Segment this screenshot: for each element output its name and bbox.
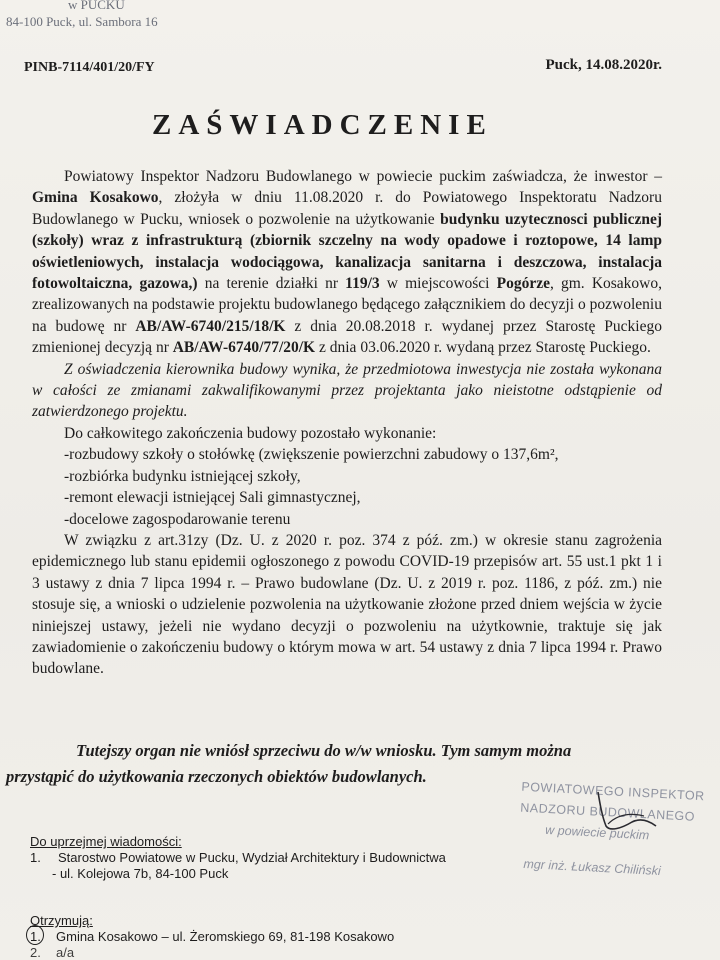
handwritten-circle-mark <box>26 925 44 945</box>
cc-item-address: - ul. Kolejowa 7b, 84-100 Puck <box>52 866 229 881</box>
closing-line-1: Tutejszy organ nie wniósł sprzeciwu do w/w wniosku. Tym samym można <box>76 741 572 760</box>
remaining-work-list <box>32 444 662 530</box>
bold-text-run: Gmina Kosakowo <box>32 189 159 207</box>
list-item <box>30 945 394 960</box>
cc-item-text: Starostwo Powiatowe w Pucku, Wydział Architektury i Budownictwa <box>58 850 446 865</box>
recipient-text: a/a <box>56 945 75 960</box>
header-stamp-address: 84-100 Puck, ul. Sambora 16 <box>6 14 158 29</box>
closing-line-2: przystąpić do użytkowania rzeczonych obiektów budowlanych. <box>6 767 427 786</box>
document-body <box>32 166 662 680</box>
recipient-text: Gmina Kosakowo – ul. Żeromskiego 69, 81-198 Kosakowo <box>56 929 395 944</box>
stamp-line-2: NADZORU BUDOWLANEGO <box>519 800 696 824</box>
carbon-copy-section <box>30 834 446 882</box>
stamp-line-3: w powiecie puckim <box>544 822 650 843</box>
list-item: -remont elewacji istniejącej Sali gimnastycznej, <box>64 489 361 507</box>
bold-text-run: budynku uzytecznosci publicznej (szkoły) wraz z infrastrukturą (zbiornik szczelny na wody opadowe i roztopowe, 14 lamp oświetleniowych, instalacja wodociągowa, kanalizacja sanitarna i deszczowa, instalacja fotowoltaiczna, gazowa,) <box>32 210 662 293</box>
list-item <box>30 850 446 866</box>
remaining-work-intro: Do całkowitego zakończenia budowy pozostało wykonanie: <box>64 424 437 442</box>
text-run: Powiatowy Inspektor Nadzoru Budowlanego w powiecie puckim zaświadcza, że inwestor – <box>64 168 662 185</box>
bold-text-run: 119/3 <box>345 275 380 293</box>
cc-item-number: 1. <box>30 850 41 865</box>
handwritten-signature <box>588 786 668 836</box>
stamp-line-1: POWIATOWEGO INSPEKTOR <box>521 779 706 804</box>
document-title: ZAŚWIADCZENIE <box>152 109 493 141</box>
recipients-section <box>30 913 394 960</box>
site-manager-statement: Z oświadczenia kierownika budowy wynika, że przedmiotowa inwestycja nie została wykonana w całości ze zmianami zakwalifikowanymi przez projektanta jako nieistotne odstąpienie od zatwierdzonego projektu. <box>32 360 662 421</box>
cc-heading: Do uprzejmej wiadomości: <box>30 834 182 849</box>
certificate-paragraph <box>32 166 662 359</box>
bold-text-run: AB/AW-6740/77/20/K <box>172 339 316 357</box>
bold-text-run: AB/AW-6740/215/18/K <box>135 317 286 335</box>
list-item: -docelowe zagospodarowanie terenu <box>64 510 291 528</box>
list-item <box>30 929 394 945</box>
recipient-number: 2. <box>30 945 41 960</box>
recipient-number: 1. <box>30 929 52 945</box>
list-item: -rozbudowy szkoły o stołówkę (zwiększenie powierzchni zabudowy o 137,6m², <box>64 446 559 464</box>
stamp-signatory-name: mgr inż. Łukasz Chiliński <box>523 856 662 879</box>
reference-number: PINB-7114/401/20/FY <box>24 60 155 75</box>
text-run: w miejscowości <box>379 275 497 293</box>
legal-basis-paragraph: W związku z art.31zy (Dz. U. z 2020 r. poz. 374 z póź. zm.) w okresie stanu zagrożenia epidemicznego lub stanu epidemii ogłoszonego z powodu COVID-19 przepisów art. 55 ust.1 pkt 1 i 3 ustawy z dnia 7 lipca 1994 r. – Prawo budowlane (Dz. U. z 2019 r. poz. 1186, z póź. zm.) nie stosuje się, a wnioski o udzielenie pozwolenia na użytkowanie złożone przed dniem wejścia w życie niniejszej ustawy, jeżeli nie wydano decyzji o pozwoleniu na użytkownie, traktuje się jak zawiadomienie o zakończeniu budowy o którym mowa w art. 54 ustawy z dnia 7 lipca 1994 r. Prawo budowlane. <box>32 531 662 678</box>
text-run: z dnia 03.06.2020 r. wydaną przez Starostę Puckiego. <box>315 339 651 357</box>
text-run: na terenie działki nr <box>197 275 346 293</box>
bold-text-run: Pogórze <box>496 275 550 293</box>
header-stamp-line1: w PUCKU <box>68 0 125 12</box>
place-and-date: Puck, 14.08.2020r. <box>545 57 662 73</box>
text-run: , złożyła w dniu 11.08.2020 r. do Powiatowego Inspektoratu Nadzoru Budowlanego w Pucku, wniosek o pozwolenie na użytkowanie <box>32 189 662 228</box>
text-run: , gm. Kosakowo, zrealizowanych na podstawie projektu budowlanego będącego załącznikiem do decyzji o pozwoleniu na budowę nr <box>32 275 663 335</box>
inspectorate-header-stamp <box>6 0 158 30</box>
text-run: z dnia 20.08.2018 r. wydanej przez Starostę Puckiego zmienionej decyzją nr <box>32 317 662 357</box>
list-item: -rozbiórka budynku istniejącej szkoły, <box>64 467 301 485</box>
recipients-heading: Otrzymują: <box>30 913 93 928</box>
